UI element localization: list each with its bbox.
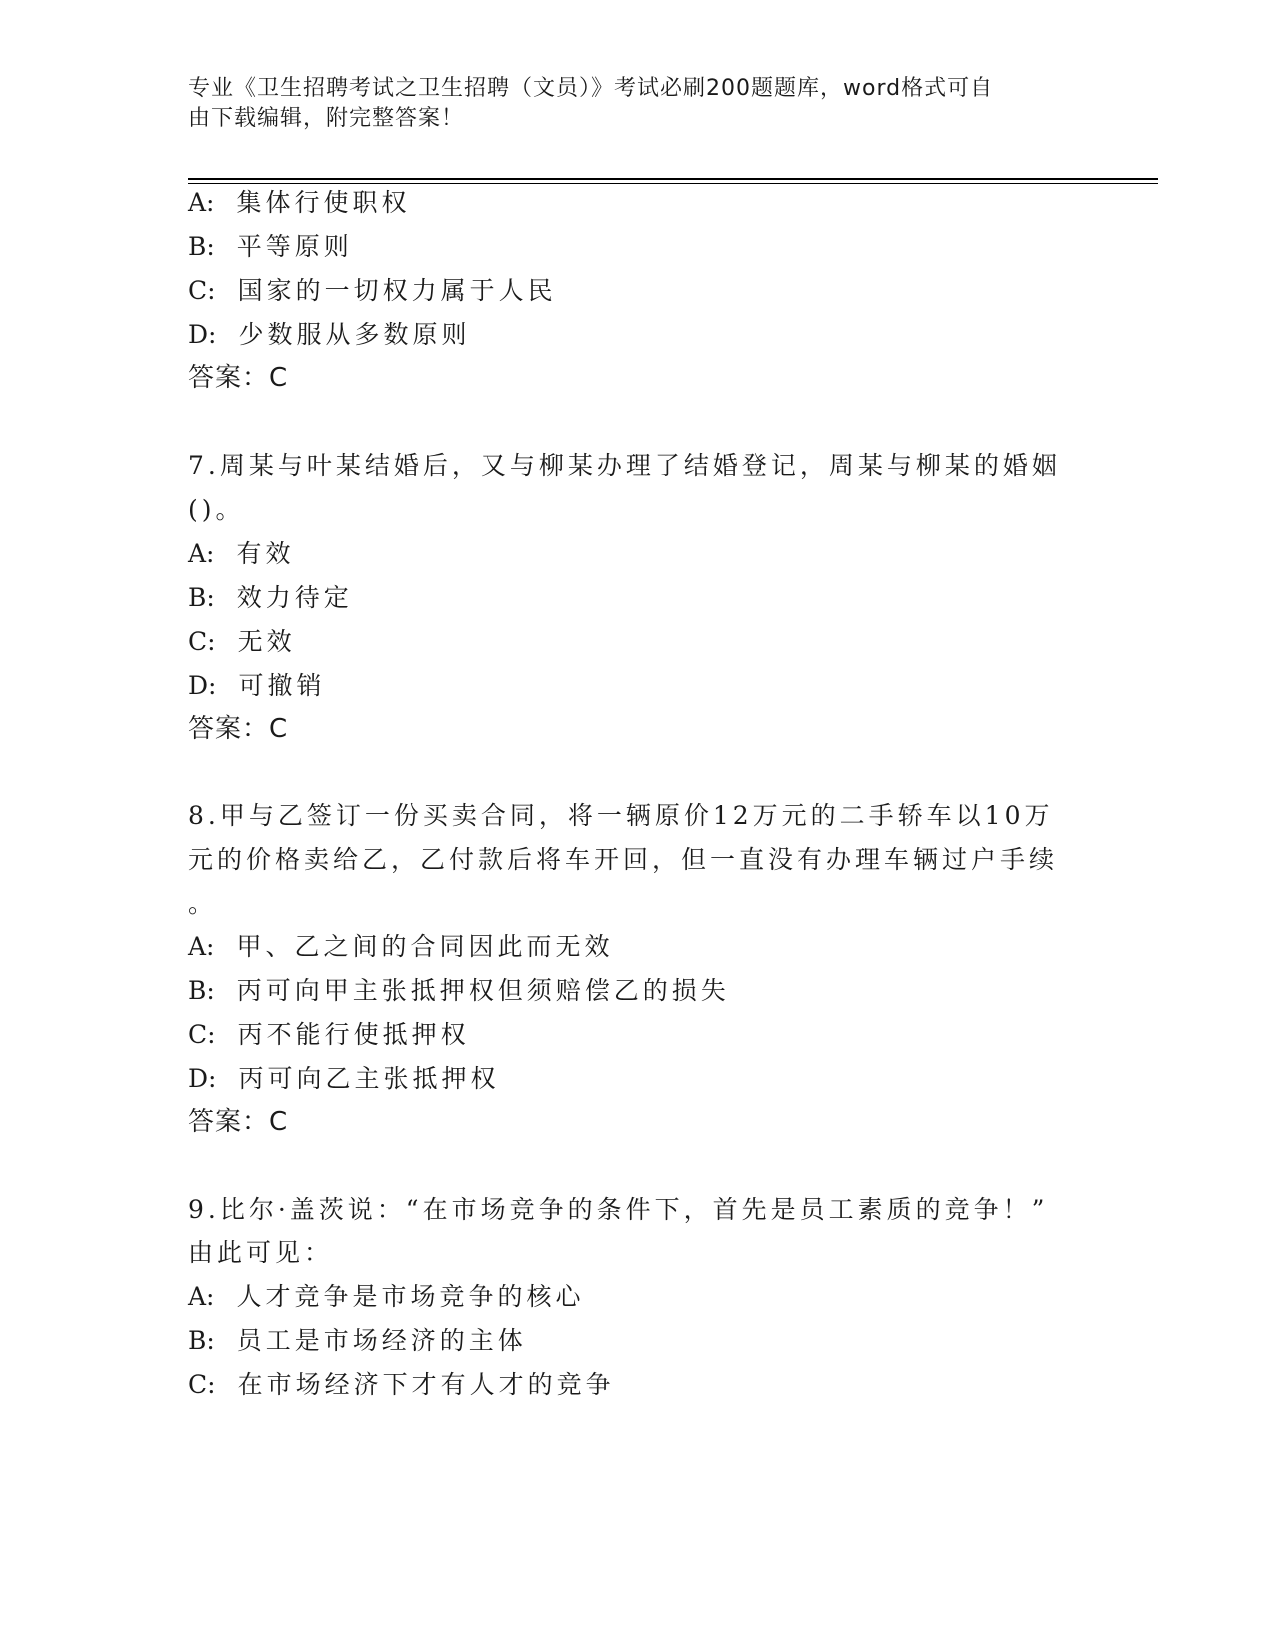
document-header xyxy=(188,74,1068,134)
q6-option-b xyxy=(188,232,353,262)
header-rule-thick xyxy=(188,178,1158,180)
header-line-2: 由下载编辑，附完整答案！ xyxy=(188,106,465,131)
q7-option-b xyxy=(188,583,353,613)
header-line-1: 专业《卫生招聘考试之卫生招聘（文员）》考试必刷200题题库，word格式可自 xyxy=(188,76,994,101)
q6-answer: 答案：C xyxy=(188,363,289,393)
option-letter: A: xyxy=(188,1282,215,1311)
q8-option-c xyxy=(188,1020,470,1050)
option-letter: C: xyxy=(188,276,216,305)
q8-stem-line-3: 。 xyxy=(188,889,218,918)
option-letter: B: xyxy=(188,232,215,261)
option-text: 丙可向甲主张抵押权但须赔偿乙的损失 xyxy=(236,976,730,1005)
q7-stem-line-2: ()。 xyxy=(188,495,245,524)
q9-option-b xyxy=(188,1326,527,1356)
option-letter: B: xyxy=(188,583,215,612)
q7-option-d xyxy=(188,671,325,701)
q8-stem-line-1: 8.甲与乙签订一份买卖合同，将一辆原价12万元的二手轿车以10万 xyxy=(188,801,1054,830)
q9-stem-line-1: 9.比尔·盖茨说：“在市场竞争的条件下，首先是员工素质的竞争！” xyxy=(188,1195,1049,1224)
option-text: 人才竞争是市场竞争的核心 xyxy=(236,1282,585,1311)
q9-option-a xyxy=(188,1282,585,1312)
option-letter: A: xyxy=(188,539,215,568)
q6-option-d xyxy=(188,320,470,350)
q6-option-c xyxy=(188,276,557,306)
option-text: 在市场经济下才有人才的竞争 xyxy=(237,1370,615,1399)
option-text: 有效 xyxy=(236,539,295,568)
q8-stem-line-2: 元的价格卖给乙，乙付款后将车开回，但一直没有办理车辆过户手续 xyxy=(188,845,1059,874)
option-letter: B: xyxy=(188,1326,215,1355)
option-text: 甲、乙之间的合同因此而无效 xyxy=(236,932,614,961)
q7-answer: 答案：C xyxy=(188,714,289,744)
q6-option-a xyxy=(188,188,411,218)
option-letter: A: xyxy=(188,188,215,217)
option-text: 丙不能行使抵押权 xyxy=(237,1020,470,1049)
option-text: 效力待定 xyxy=(236,583,353,612)
option-text: 可撤销 xyxy=(238,671,326,700)
header-rule-thin xyxy=(188,183,1158,184)
option-letter: C: xyxy=(188,1370,216,1399)
option-letter: C: xyxy=(188,1020,216,1049)
option-letter: B: xyxy=(188,976,215,1005)
q8-option-d xyxy=(188,1064,499,1094)
option-letter: C: xyxy=(188,627,216,656)
option-text: 丙可向乙主张抵押权 xyxy=(238,1064,500,1093)
option-letter: D: xyxy=(188,1064,217,1093)
option-text: 集体行使职权 xyxy=(236,188,411,217)
option-text: 少数服从多数原则 xyxy=(238,320,471,349)
q8-option-a xyxy=(188,932,614,962)
q8-answer: 答案：C xyxy=(188,1107,289,1137)
q7-option-a xyxy=(188,539,295,569)
q7-stem-line-1: 7.周某与叶某结婚后，又与柳某办理了结婚登记，周某与柳某的婚姻 xyxy=(188,451,1061,480)
option-text: 员工是市场经济的主体 xyxy=(236,1326,527,1355)
q7-option-c xyxy=(188,627,296,657)
option-text: 平等原则 xyxy=(236,232,353,261)
option-text: 无效 xyxy=(237,627,296,656)
q9-option-c xyxy=(188,1370,615,1400)
option-text: 国家的一切权力属于人民 xyxy=(237,276,557,305)
q8-option-b xyxy=(188,976,730,1006)
option-letter: D: xyxy=(188,671,217,700)
q9-stem-line-2: 由此可见： xyxy=(188,1238,334,1267)
option-letter: D: xyxy=(188,320,217,349)
option-letter: A: xyxy=(188,932,215,961)
